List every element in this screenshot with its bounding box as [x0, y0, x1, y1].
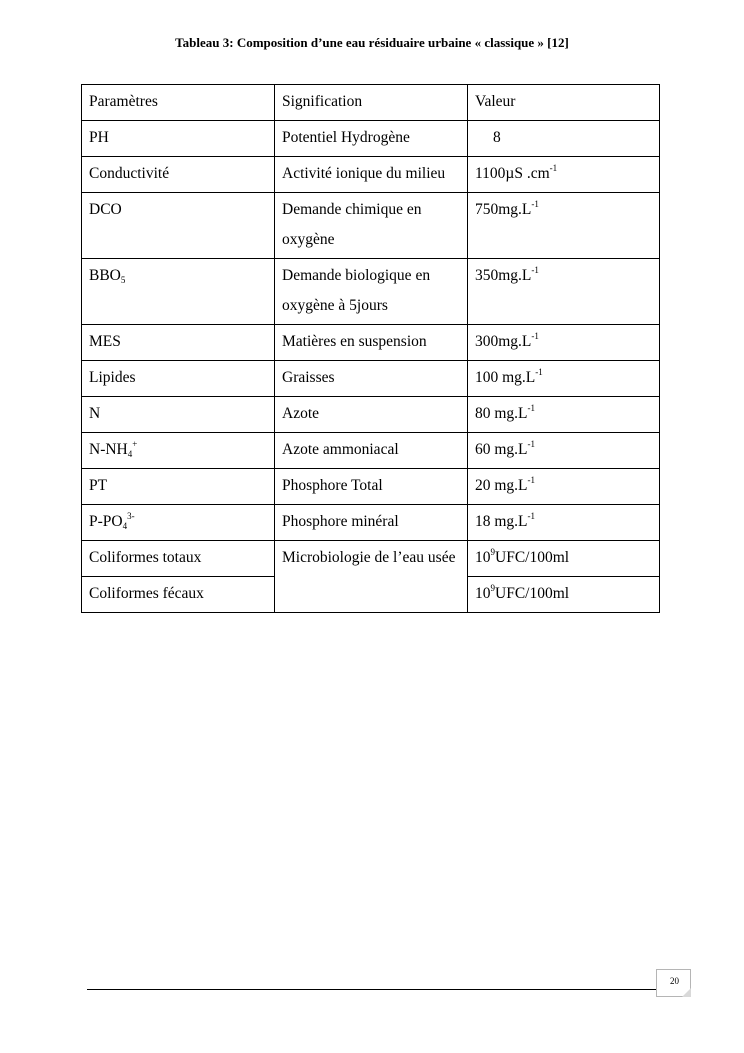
valeur-cell [468, 361, 660, 397]
table-row [82, 541, 660, 577]
header-signification: Signification [275, 85, 468, 121]
valeur-exponent: -1 [527, 439, 536, 449]
param-superscript: 3- [127, 511, 135, 521]
valeur-cell [468, 433, 660, 469]
param-cell [82, 505, 275, 541]
valeur-cell [468, 505, 660, 541]
param-cell: PH [82, 121, 275, 157]
valeur-exponent: -1 [527, 403, 536, 413]
signification-cell: Microbiologie de l’eau usée [275, 541, 468, 613]
valeur-exponent: 9 [490, 547, 495, 557]
valeur-pre: 10 [475, 549, 491, 566]
param-base: BBO [89, 267, 121, 284]
header-valeur: Valeur [468, 85, 660, 121]
param-cell [82, 259, 275, 325]
composition-table [81, 84, 660, 613]
signification-cell: Demande chimique en oxygène [275, 193, 468, 259]
valeur-base: 300mg.L [475, 333, 532, 350]
signification-cell: Phosphore Total [275, 469, 468, 505]
table-row [82, 397, 660, 433]
valeur-cell [468, 259, 660, 325]
param-subscript: 4 [127, 449, 133, 459]
valeur-cell [468, 469, 660, 505]
valeur-exponent: -1 [531, 331, 539, 341]
valeur-cell [468, 397, 660, 433]
valeur-post: UFC/100ml [495, 585, 570, 602]
footer-rule [87, 989, 657, 990]
valeur-exponent: -1 [531, 199, 539, 209]
table-header-row [82, 85, 660, 121]
valeur-cell [468, 541, 660, 577]
table-row [82, 505, 660, 541]
table-caption: Tableau 3: Composition d’une eau résiduaire urbaine « classique » [12] [175, 35, 569, 50]
signification-cell: Potentiel Hydrogène [275, 121, 468, 157]
valeur-base: 80 mg.L [475, 405, 528, 422]
valeur-base: 100 mg.L [475, 369, 536, 386]
valeur-cell [468, 577, 660, 613]
valeur-cell [468, 157, 660, 193]
valeur-base: 18 mg.L [475, 513, 528, 530]
header-parametres: Paramètres [82, 85, 275, 121]
page-number-box [656, 969, 691, 997]
param-subscript: 5 [120, 275, 126, 285]
valeur-base: 1100µS .cm [475, 165, 550, 182]
table-row [82, 325, 660, 361]
valeur-exponent: 9 [490, 583, 495, 593]
valeur-text: 8 [493, 129, 501, 146]
table-row [82, 361, 660, 397]
param-cell: PT [82, 469, 275, 505]
page-curl-decoration [682, 988, 691, 997]
valeur-base: 350mg.L [475, 267, 532, 284]
valeur-pre: 10 [475, 585, 491, 602]
param-cell: Lipides [82, 361, 275, 397]
param-superscript: + [132, 439, 138, 449]
table-row [82, 259, 660, 325]
valeur-exponent: -1 [531, 265, 539, 275]
valeur-exponent: -1 [527, 475, 536, 485]
table-row [82, 433, 660, 469]
valeur-base: 750mg.L [475, 201, 532, 218]
table-row [82, 121, 660, 157]
valeur-post: UFC/100ml [495, 549, 570, 566]
valeur-base: 60 mg.L [475, 441, 528, 458]
signification-cell: Matières en suspension [275, 325, 468, 361]
signification-cell: Activité ionique du milieu [275, 157, 468, 193]
signification-cell: Graisses [275, 361, 468, 397]
param-base: N-NH [89, 441, 128, 458]
valeur-base: 20 mg.L [475, 477, 528, 494]
valeur-exponent: -1 [527, 511, 536, 521]
valeur-exponent: -1 [549, 163, 558, 173]
valeur-cell [468, 121, 660, 157]
param-cell: N [82, 397, 275, 433]
param-cell [82, 433, 275, 469]
signification-cell: Azote ammoniacal [275, 433, 468, 469]
valeur-exponent: -1 [535, 367, 543, 377]
param-cell: Coliformes fécaux [82, 577, 275, 613]
param-cell: Conductivité [82, 157, 275, 193]
param-cell: DCO [82, 193, 275, 259]
valeur-cell [468, 193, 660, 259]
param-cell: MES [82, 325, 275, 361]
valeur-cell [468, 325, 660, 361]
table-row [82, 193, 660, 259]
param-cell: Coliformes totaux [82, 541, 275, 577]
table-row [82, 469, 660, 505]
param-subscript: 4 [122, 521, 128, 531]
signification-cell: Demande biologique en oxygène à 5jours [275, 259, 468, 325]
param-base: P-PO [89, 513, 123, 530]
page-number: 20 [670, 976, 679, 986]
table-row [82, 157, 660, 193]
signification-cell: Azote [275, 397, 468, 433]
signification-cell: Phosphore minéral [275, 505, 468, 541]
